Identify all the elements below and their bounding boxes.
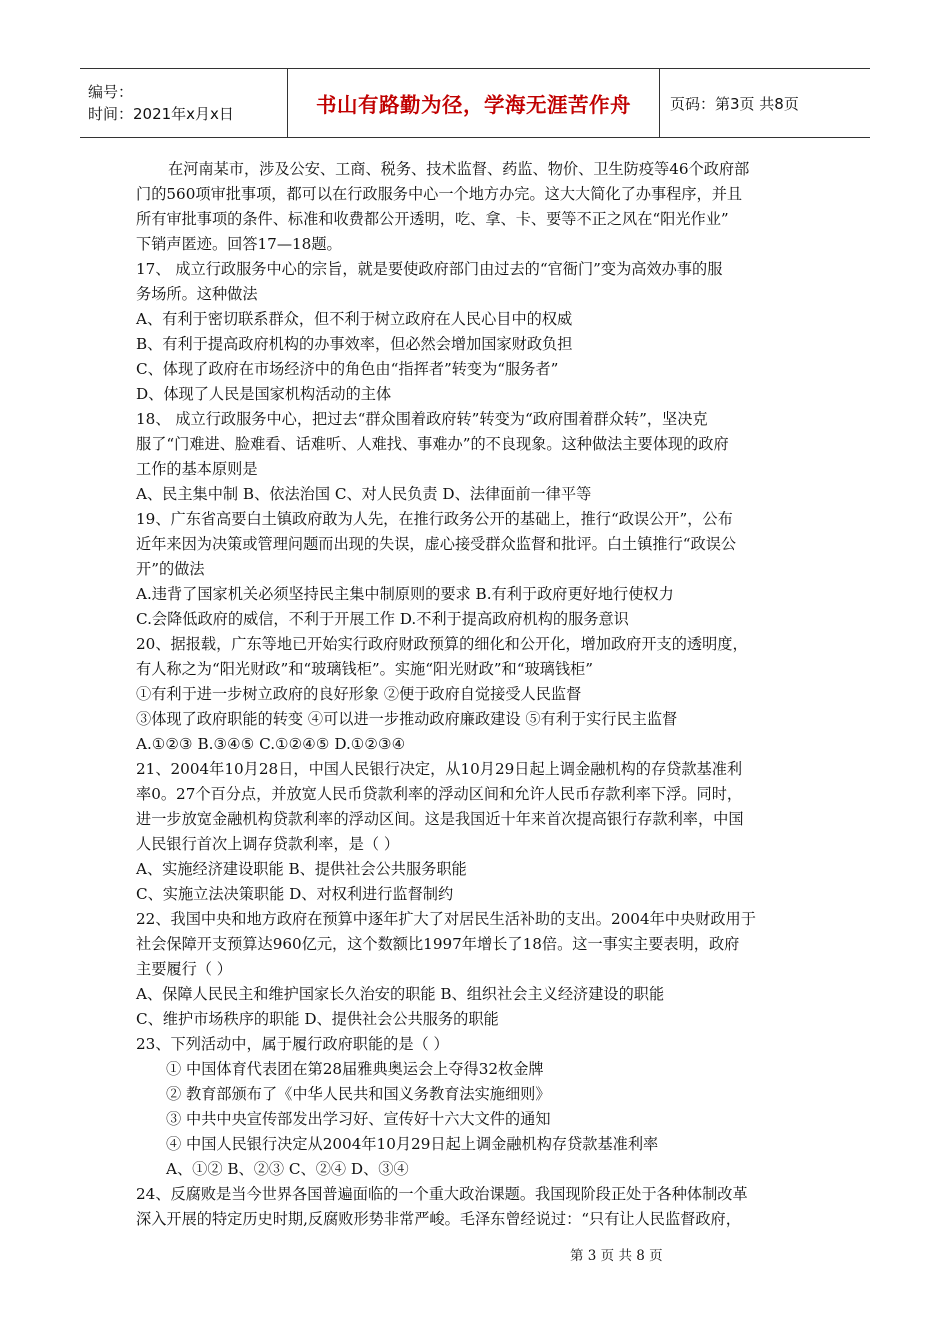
page-header: [80, 68, 870, 138]
option-line: A、民主集中制 B、依法治国 C、对人民负责 D、法律面前一律平等: [136, 485, 592, 503]
header-page-number: 页码：第3页 共8页: [670, 94, 799, 113]
question-21: 21、2004年10月28日，中国人民银行决定，从10月29日起上调金融机构的存贷款基准利: [136, 760, 743, 778]
question-19: 19、广东省高要白土镇政府敢为人先，在推行政务公开的基础上，推行“政误公开”，公布: [136, 510, 733, 528]
header-motto-cell: [288, 69, 660, 137]
option-line: ①有利于进一步树立政府的良好形象 ②便于政府自觉接受人民监督: [136, 685, 582, 703]
question-18: 18、 成立行政服务中心，把过去“群众围着政府转”转变为“政府围着群众转”，坚决克: [136, 410, 708, 428]
option-line: ③体现了政府职能的转变 ④可以进一步推动政府廉政建设 ⑤有利于实行民主监督: [136, 710, 678, 728]
body-line: 主要履行（ ）: [136, 960, 232, 978]
question-17: 17、 成立行政服务中心的宗旨，就是要使政府部门由过去的“官衙门”变为高效办事的服: [136, 260, 723, 278]
body-line: 进一步放宽金融机构贷款利率的浮动区间。这是我国近十年来首次提高银行存款利率，中国: [136, 810, 744, 828]
option-line: A、有利于密切联系群众，但不利于树立政府在人民心目中的权威: [136, 310, 573, 328]
body-line: 率0。27个百分点，并放宽人民币贷款利率的浮动区间和允许人民币存款利率下浮。同时，: [136, 785, 743, 803]
option-line: C、维护市场秩序的职能 D、提供社会公共服务的职能: [136, 1010, 499, 1028]
option-line: A、实施经济建设职能 B、提供社会公共服务职能: [136, 860, 467, 878]
option-line: C.会降低政府的威信，不利于开展工作 D.不利于提高政府机构的服务意识: [136, 610, 629, 628]
option-line: A、①② B、②③ C、②④ D、③④: [166, 1160, 409, 1178]
document-number: 编号：: [88, 83, 134, 101]
body-line: 服了“门难进、脸难看、话难听、人难找、事难办”的不良现象。这种做法主要体现的政府: [136, 435, 729, 453]
header-meta: [80, 69, 288, 137]
option-line: A.违背了国家机关必须坚持民主集中制原则的要求 B.有利于政府更好地行使权力: [136, 585, 674, 603]
body-line: 下销声匿迹。回答17—18题。: [136, 235, 342, 253]
header-motto: 书山有路勤为径，学海无涯苦作舟: [316, 93, 631, 117]
body-line: 人民银行首次上调存贷款利率，是（ ）: [136, 835, 400, 853]
question-23: 23、下列活动中，属于履行政府职能的是（ ）: [136, 1035, 449, 1053]
body-line: 工作的基本原则是: [136, 460, 258, 478]
document-body: [136, 157, 818, 1232]
option-line: C、实施立法决策职能 D、对权利进行监督制约: [136, 885, 454, 903]
question-22: 22、我国中央和地方政府在预算中逐年扩大了对居民生活补助的支出。2004年中央财政用于: [136, 910, 756, 928]
body-line: 开”的做法: [136, 560, 205, 578]
body-line: 社会保障开支预算达960亿元，这个数额比1997年增长了18倍。这一事实主要表明，政府: [136, 935, 740, 953]
question-24: 24、反腐败是当今世界各国普遍面临的一个重大政治课题。我国现阶段正处于各种体制改革: [136, 1185, 748, 1203]
option-line: C、体现了政府在市场经济中的角色由“指挥者”转变为“服务者”: [136, 360, 559, 378]
option-line: A、保障人民民主和维护国家长久治安的职能 B、组织社会主义经济建设的职能: [136, 985, 665, 1003]
statement-line: ③ 中共中央宣传部发出学习好、宣传好十六大文件的通知: [166, 1110, 551, 1128]
body-line: 门的560项审批事项，都可以在行政服务中心一个地方办完。这大大简化了办事程序，并且: [136, 185, 743, 203]
statement-line: ④ 中国人民银行决定从2004年10月29日起上调金融机构存贷款基准利率: [166, 1135, 659, 1153]
option-line: B、有利于提高政府机构的办事效率，但必然会增加国家财政负担: [136, 335, 573, 353]
statement-line: ① 中国体育代表团在第28届雅典奥运会上夺得32枚金牌: [166, 1060, 544, 1078]
statement-line: ② 教育部颁布了《中华人民共和国义务教育法实施细则》: [166, 1085, 551, 1103]
option-line: D、体现了人民是国家机构活动的主体: [136, 385, 392, 403]
body-line: 近年来因为决策或管理问题而出现的失误，虚心接受群众监督和批评。白土镇推行“政误公: [136, 535, 737, 553]
body-line: 所有审批事项的条件、标准和收费都公开透明，吃、拿、卡、要等不正之风在“阳光作业”: [136, 210, 729, 228]
option-line: A.①②③ B.③④⑤ C.①②④⑤ D.①②③④: [136, 735, 406, 753]
body-line: 有人称之为“阳光财政”和“玻璃钱柜”。实施“阳光财政”和“玻璃钱柜”: [136, 660, 593, 678]
body-line: 在河南某市，涉及公安、工商、税务、技术监督、药监、物价、卫生防疫等46个政府部: [168, 160, 750, 178]
document-date: 时间：2021年x月x日: [88, 105, 234, 123]
body-line: 深入开展的特定历史时期,反腐败形势非常严峻。毛泽东曾经说过：“只有让人民监督政府，: [136, 1210, 741, 1228]
question-20: 20、据报载，广东等地已开始实行政府财政预算的细化和公开化，增加政府开支的透明度，: [136, 635, 748, 653]
page-footer: 第 3 页 共 8 页: [570, 1248, 663, 1264]
body-line: 务场所。这种做法: [136, 285, 258, 303]
